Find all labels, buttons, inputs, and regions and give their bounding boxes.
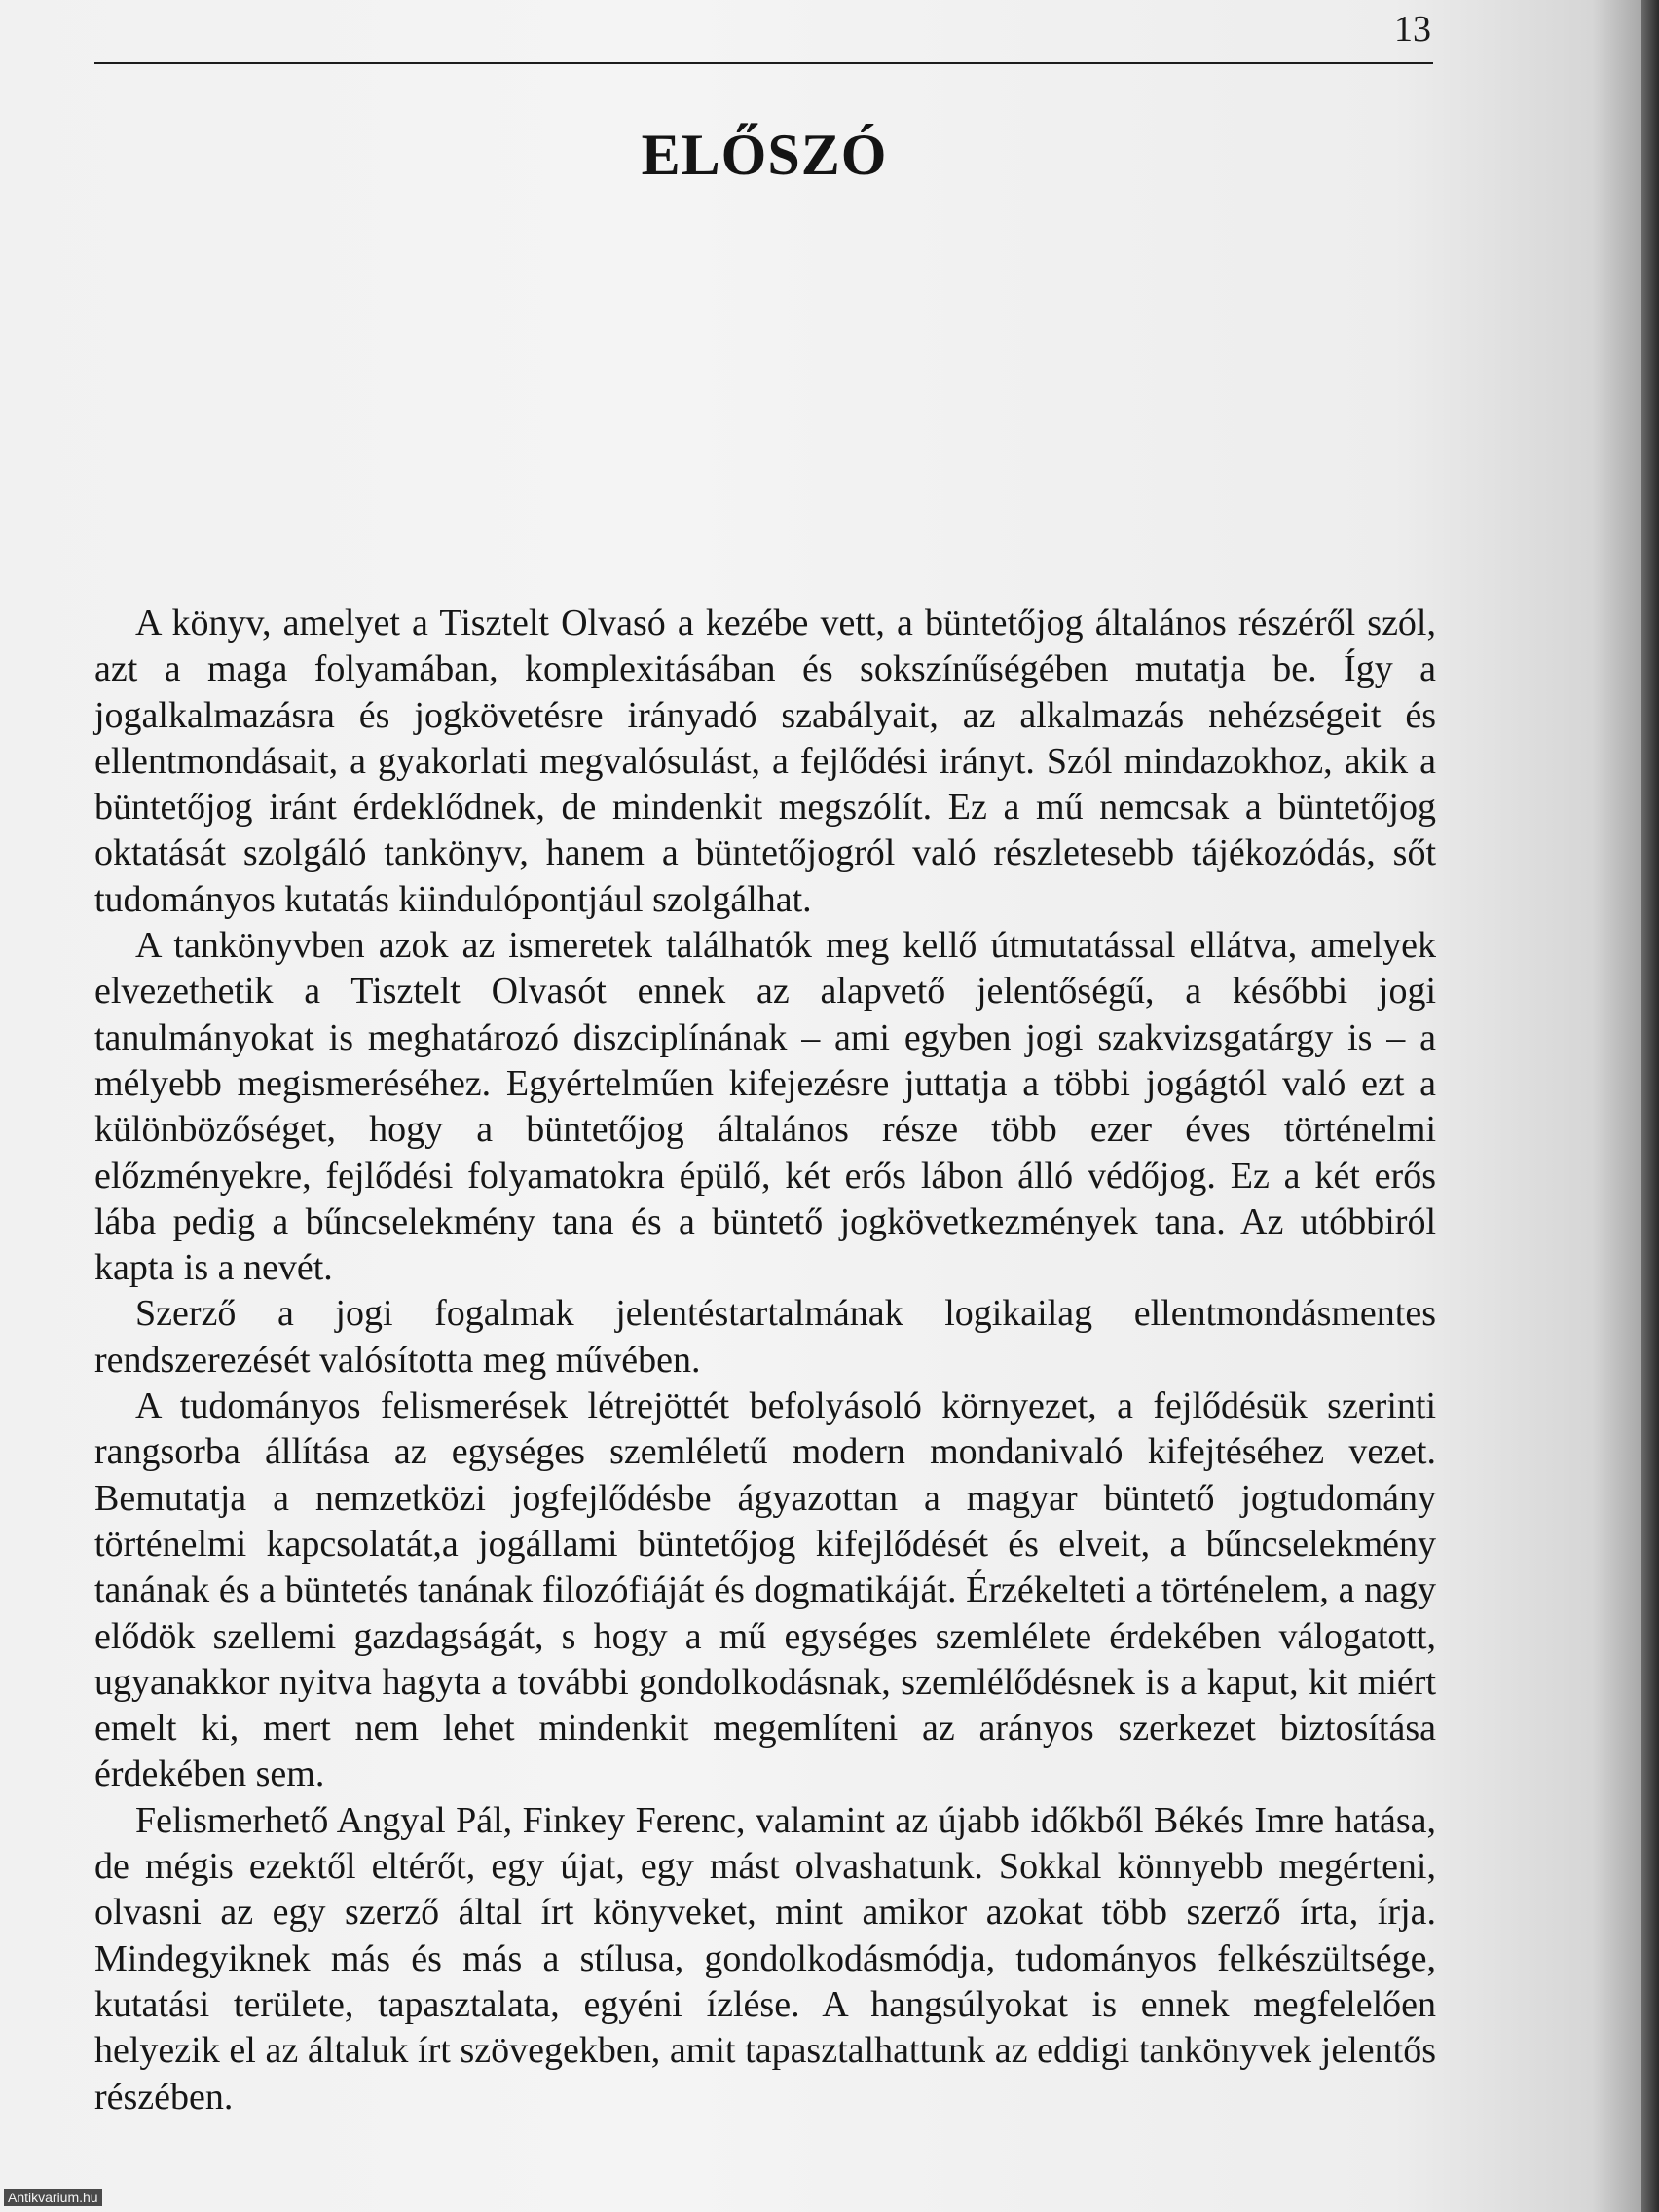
paragraph: A könyv, amelyet a Tisztelt Olvasó a kezébe vett, a büntetőjog általános részéről szól, azt a maga folyamában, komplexitásában és sokszínűségében mutatja be. Így a jogalkalmazásra és jogkövetésre irányadó szabályait, az alkalmazás nehézségeit és ellentmondásait, a gyakorlati megvalósulást, a fejlődési irányt. Szól mindazokhoz, akik a büntetőjog iránt érdeklődnek, de mindenkit megszólít. Ez a mű nemcsak a büntetőjog oktatását szolgáló tankönyv, hanem a büntetőjogról való részletesebb tájékozódás, sőt tudományos kutatás kiindulópontjául szolgálhat. <box>94 603 1436 920</box>
paragraph: Szerző a jogi fogalmak jelentéstartalmának logikailag ellentmondásmentes rendszerezését valósította meg művében. <box>94 1293 1436 1381</box>
chapter-title: ELŐSZÓ <box>641 123 888 187</box>
paragraph: A tankönyvben azok az ismeretek találhatók meg kellő útmutatással ellátva, amelyek elvezethetik a Tisztelt Olvasót ennek az alapvető jelentőségű, a későbbi jogi tanulmányokat is meghatározó diszciplínának – ami egyben jogi szakvizsgatárgy is – a mélyebb megismeréséhez. Egyértelműen kifejezésre juttatja a többi jogágtól való ezt a különbözőséget, hogy a büntetőjog általános része több ezer éves történelmi előzményekre, fejlődési folyamatokra épülő, két erős lábon álló védőjog. Ez a két erős lába pedig a bűncselekmény tana és a büntető jogkövetkezmények tana. Az utóbbiról kapta is a nevét. <box>94 925 1436 1289</box>
header-rule <box>94 62 1433 64</box>
book-spine-edge <box>1641 0 1659 2212</box>
paragraph: A tudományos felismerések létrejöttét befolyásoló környezet, a fejlődésük szerinti rangsorba állítása az egységes szemléletű modern mondanivaló kifejtéséhez vezet. Bemutatja a nemzetközi jogfejlődésbe ágyazottan a magyar büntető jogtudomány történelmi kapcsolatát,a jogállami büntetőjog kifejlődését és elveit, a bűncselekmény tanának és a büntetés tanának filozófiáját és dogmatikáját. Érzékelteti a történelem, a nagy elődök szellemi gazdagságát, s hogy a mű egységes szemlélete érdekében válogatott, ugyanakkor nyitva hagyta a további gondolkodásnak, szemlélődésnek is a kaput, kit miért emelt ki, mert nem lehet mindenkit megemlíteni az arányos szerkezet biztosítása érdekében sem. <box>94 1385 1436 1795</box>
page-number: 13 <box>1394 9 1431 50</box>
body-text <box>94 601 1436 2120</box>
paragraph: Felismerhető Angyal Pál, Finkey Ferenc, valamint az újabb időkből Békés Imre hatása, de mégis ezektől eltérőt, egy újat, egy mást olvashatunk. Sokkal könnyebb megérteni, olvasni az egy szerző által írt könyveket, mint amikor azokat több szerző írta, írja. Mindegyiknek más és más a stílusa, gondolkodásmódja, tudományos felkészültsége, kutatási területe, tapasztalata, egyéni ízlése. A hangsúlyokat is ennek megfelelően helyezik el az általuk írt szövegekben, amit tapasztalhattunk az eddigi tankönyvek jelentős részében. <box>94 1799 1436 2118</box>
watermark: Antikvarium.hu <box>4 2189 102 2206</box>
